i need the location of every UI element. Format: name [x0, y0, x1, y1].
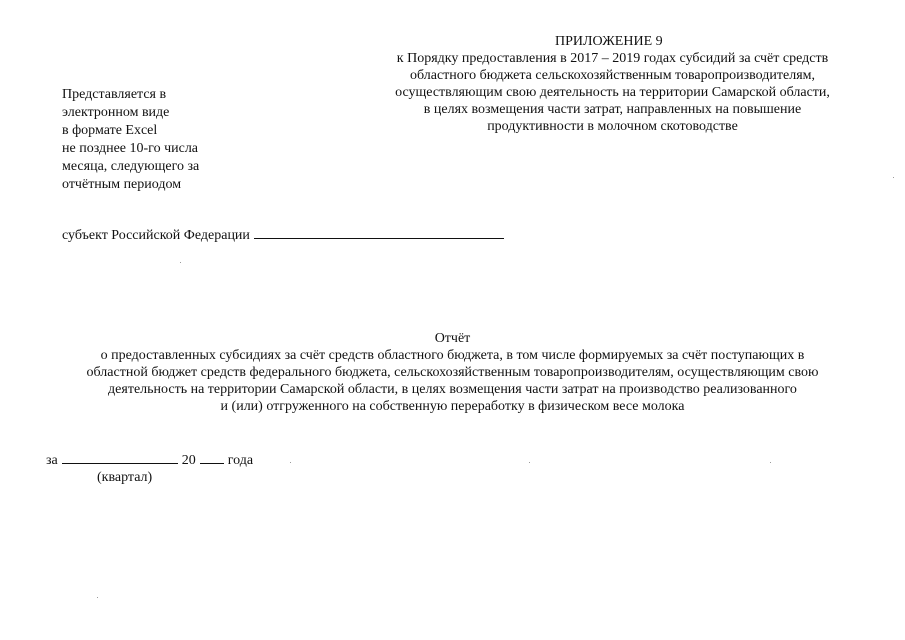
submission-note-line: электронном виде: [62, 105, 170, 120]
year-fill-line[interactable]: [200, 451, 224, 464]
report-line: и (или) отгруженного на собственную переработку в физическом весе молока: [220, 399, 685, 414]
scan-speck: [290, 462, 291, 463]
submission-note-line: в формате Excel: [62, 123, 158, 138]
submission-note-line: не позднее 10-го числа: [62, 141, 199, 156]
scan-speck: [893, 177, 894, 178]
submission-note-line: отчётным периодом: [62, 177, 182, 192]
scan-speck: [770, 462, 771, 463]
submission-note-line: Представляется в: [62, 87, 167, 102]
report-line: о предоставленных субсидиях за счёт средств областного бюджета, в том числе формируемых за счёт поступающих в: [100, 348, 805, 363]
appendix-line: областного бюджета сельскохозяйственным товаропроизводителям,: [409, 68, 815, 83]
appendix-line: в целях возмещения части затрат, направленных на повышение: [423, 102, 802, 117]
scan-speck: [180, 262, 181, 263]
scan-speck: [97, 597, 98, 598]
subject-fill-line[interactable]: [254, 226, 504, 239]
appendix-description: [355, 50, 870, 135]
submission-note-line: месяца, следующего за: [62, 159, 200, 174]
appendix-line: продуктивности в молочном скотоводстве: [487, 119, 738, 134]
subject-row: [62, 226, 504, 245]
appendix-title: ПРИЛОЖЕНИЕ 9: [555, 34, 663, 49]
quarter-caption: (квартал): [97, 470, 153, 485]
scan-speck: [529, 462, 530, 463]
year-prefix: 20: [181, 453, 196, 468]
quarter-fill-line[interactable]: [62, 451, 178, 464]
year-suffix: года: [227, 453, 254, 468]
period-prefix: за: [46, 453, 58, 468]
period-row: [46, 451, 253, 470]
report-title: Отчёт: [434, 331, 471, 346]
appendix-line: к Порядку предоставления в 2017 – 2019 годах субсидий за счёт средств: [396, 51, 829, 66]
subject-label: субъект Российской Федерации: [62, 228, 250, 243]
report-line: деятельность на территории Самарской области, в целях возмещения части затрат на производство реализованного: [108, 382, 797, 397]
report-heading: [20, 330, 885, 415]
report-line: областной бюджет средств федерального бюджета, сельскохозяйственным товаропроизводителям, осуществляющим свою: [86, 365, 819, 380]
submission-note: [62, 86, 199, 194]
appendix-line: осуществляющим свою деятельность на территории Самарской области,: [395, 85, 830, 100]
